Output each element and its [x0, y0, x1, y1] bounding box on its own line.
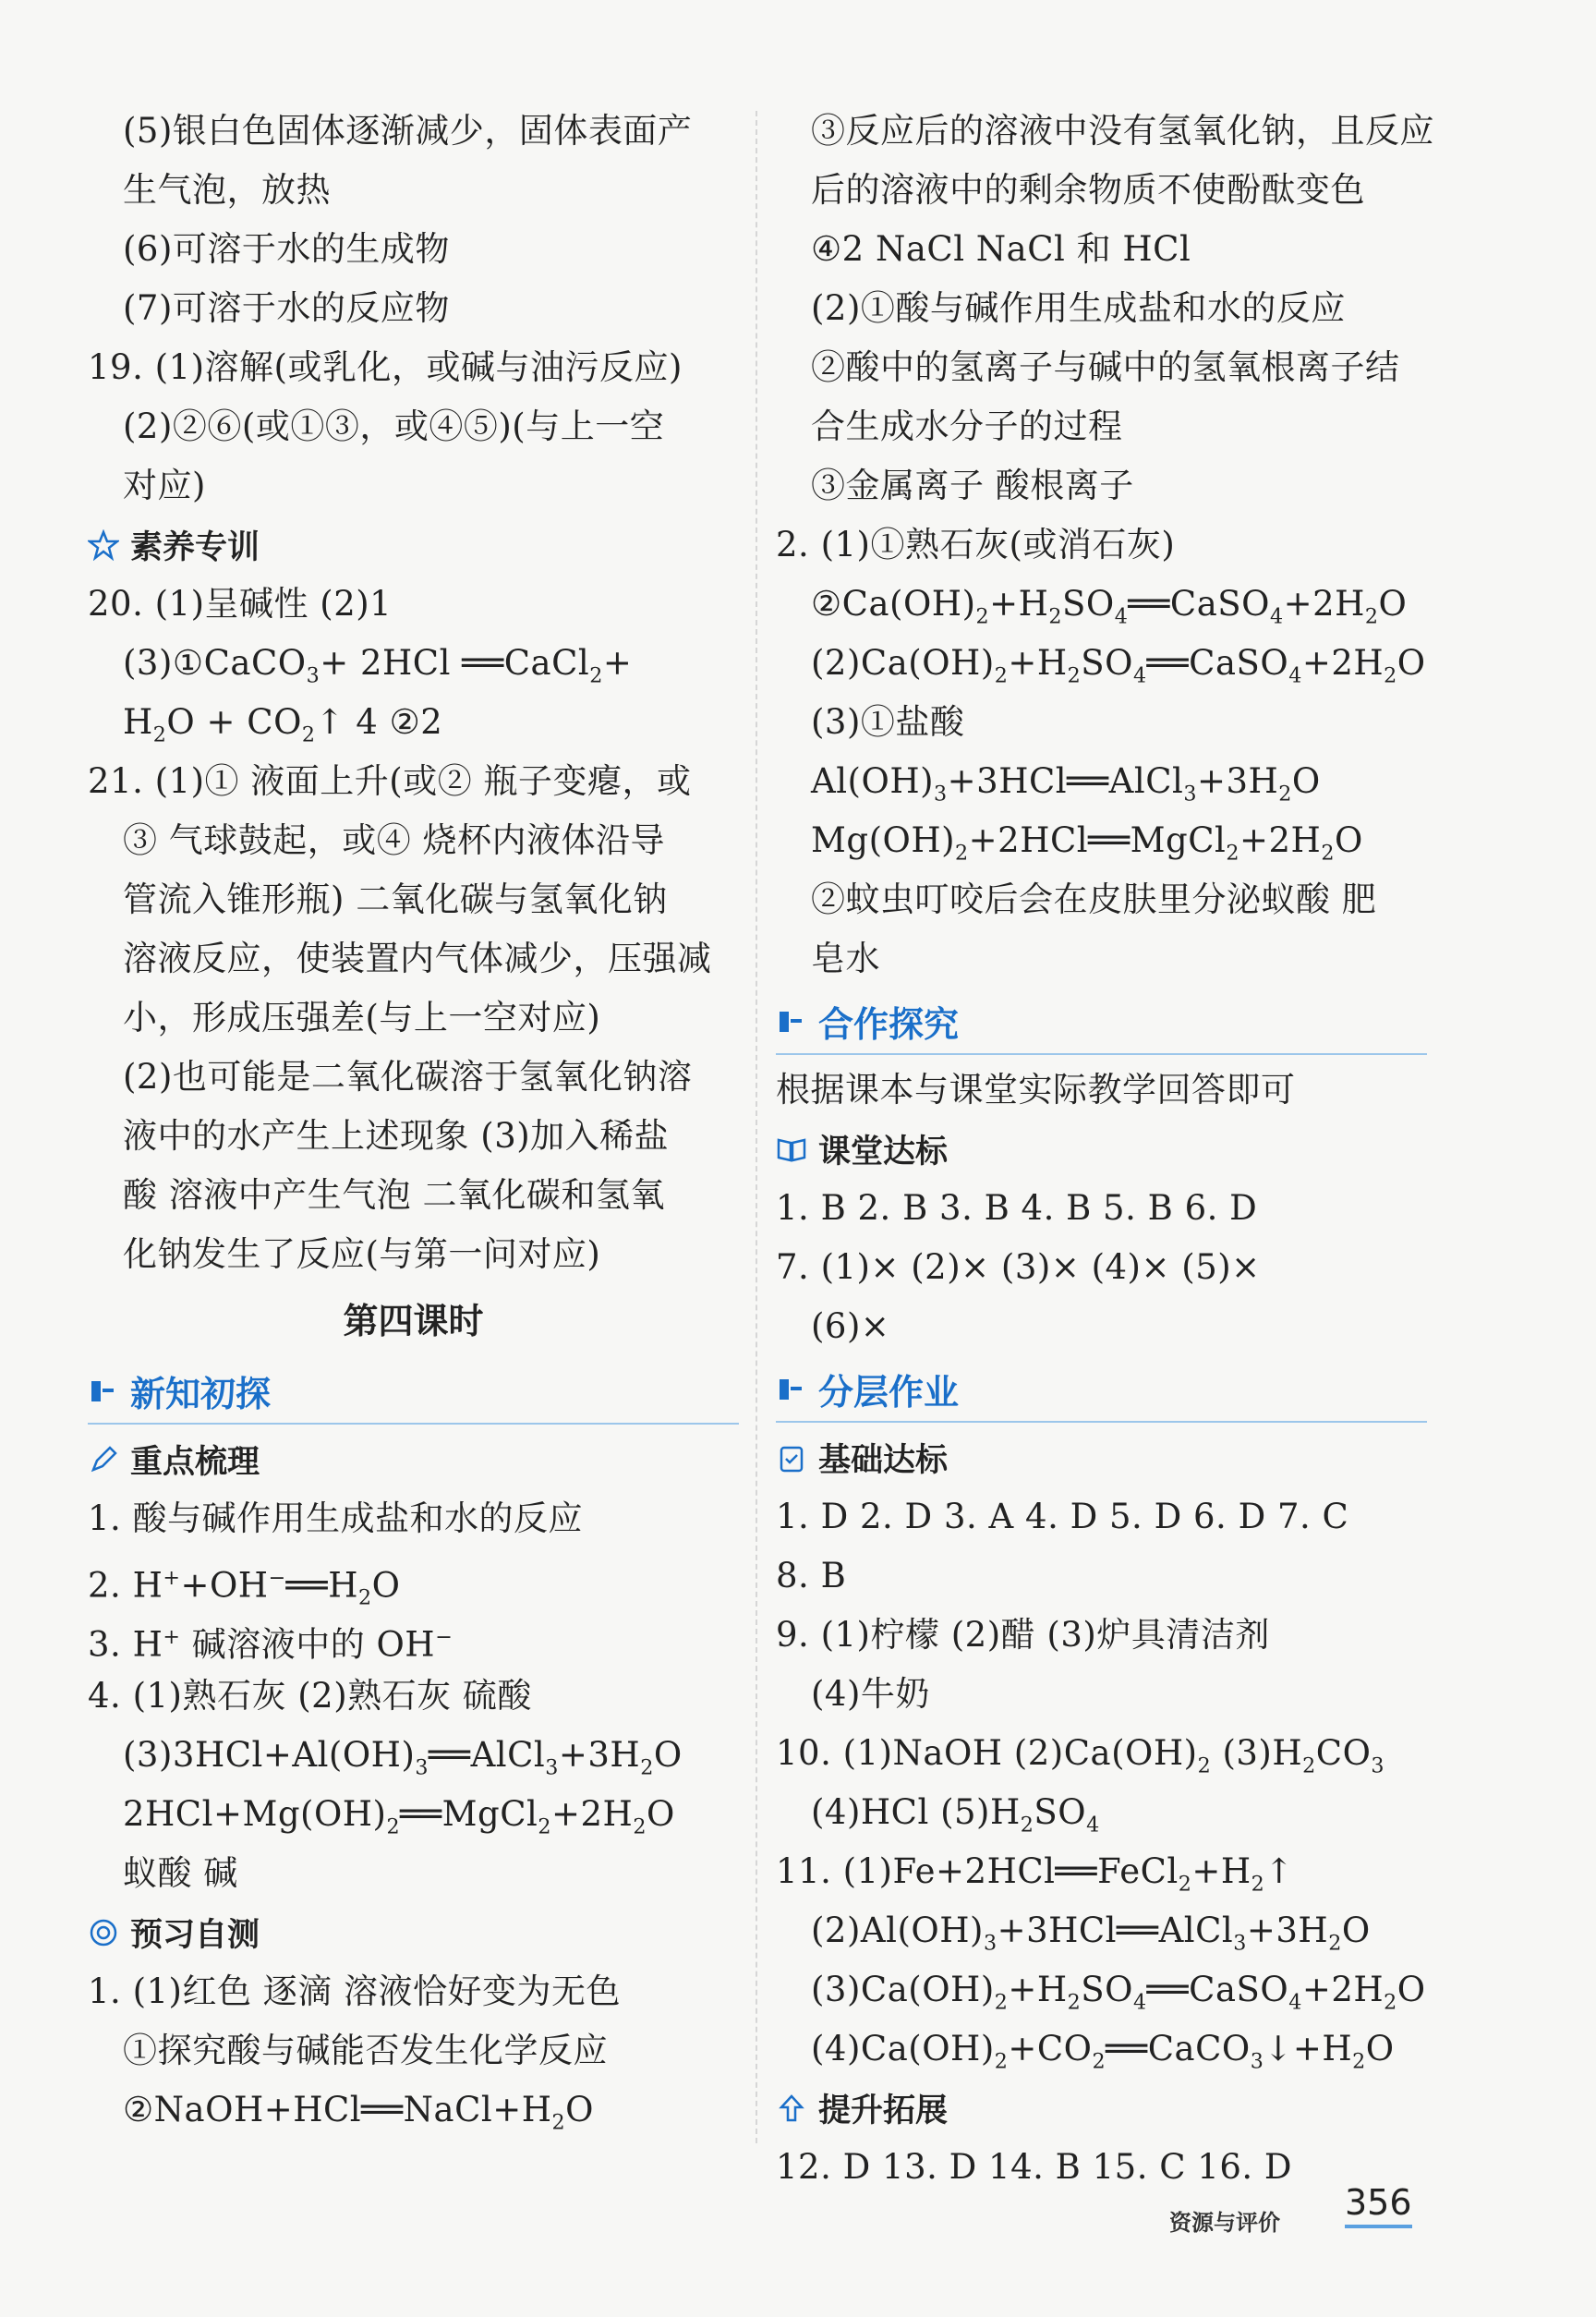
clipboard-icon [776, 1442, 807, 1474]
answer-line: 8. B [776, 1556, 847, 1595]
answer-line: 管流入锥形瓶) 二氧化碳与氢氧化钠 [123, 879, 668, 919]
answer-line: 19. (1)溶解(或乳化，或碱与油污反应) [88, 347, 683, 387]
answer-line: (4)牛奶 [811, 1674, 930, 1714]
answer-line: ③反应后的溶液中没有氢氧化钠，且反应 [811, 111, 1434, 151]
answer-line: (6)可溶于水的生成物 [123, 229, 450, 269]
right-column [776, 102, 1434, 2197]
answer-line: 9. (1)柠檬 (2)醋 (3)炉具清洁剂 [776, 1615, 1270, 1655]
section-heading-zhongdian [88, 1430, 739, 1489]
answer-line: 1. D 2. D 3. A 4. D 5. D 6. D 7. C [776, 1497, 1349, 1536]
section-heading-xinzhi [88, 1358, 739, 1425]
answer-line: $(2)Ca(OH)_2+H_2SO_4══CaSO_4+2H_2O$ [811, 643, 1426, 688]
answer-line: $Mg(OH)_2+2HCl══MgCl_2+2H_2O$ [811, 820, 1363, 866]
section-heading-jichu [776, 1428, 1427, 1487]
section-title: 素养专训 [130, 529, 260, 566]
answer-line: $2HCl+Mg(OH)_2══MgCl_2+2H_2O$ [123, 1794, 675, 1839]
answer-line: 液中的水产生上述现象 (3)加入稀盐 [123, 1116, 670, 1156]
section-title: 提升拓展 [818, 2093, 949, 2129]
answer-line: 1. B 2. B 3. B 4. B 5. B 6. D [776, 1188, 1258, 1228]
answer-line: 20. (1)呈碱性 (2)1 [88, 584, 393, 624]
answer-line: 合生成水分子的过程 [811, 406, 1123, 446]
answer-line: 小，形成压强差(与上一空对应) [123, 998, 601, 1037]
answer-line: $H_2O$ + $CO_2↑$ 4 ②2 [123, 702, 443, 747]
target-icon [88, 1917, 119, 1948]
answer-line: ③ 气球鼓起，或④ 烧杯内液体沿导 [123, 820, 666, 860]
answer-line: 3. H+ 碱溶液中的 OH− [88, 1624, 453, 1665]
answer-line: (5)银白色固体逐渐减少，固体表面产 [123, 111, 693, 151]
lesson-title: 第四课时 [343, 1301, 484, 1341]
answer-line: 对应) [123, 466, 206, 505]
section-heading-tisheng [776, 2079, 1427, 2138]
star-icon [88, 529, 119, 561]
answer-line: 21. (1)① 液面上升(或② 瓶子变瘪，或 [88, 761, 692, 801]
answer-line: (6)× [811, 1306, 890, 1346]
answer-line: ①探究酸与碱能否发生化学反应 [123, 2031, 608, 2070]
answer-line: 根据课本与课堂实际教学回答即可 [776, 1070, 1296, 1110]
pointer-icon [776, 1005, 807, 1037]
book-icon [776, 1134, 807, 1165]
answer-line: (4)HCl $(5)H_2SO_4$ [811, 1792, 1100, 1838]
answer-line: (2)②⑥(或①③，或④⑤)(与上一空 [123, 406, 665, 446]
answer-line: $(3)3HCl+Al(OH)_3══AlCl_3+3H_2O$ [123, 1735, 683, 1780]
pencil-icon [88, 1444, 119, 1475]
answer-line: $(3)Ca(OH)_2+H_2SO_4══CaSO_4+2H_2O$ [811, 1970, 1426, 2015]
section-heading-fenceng [776, 1356, 1427, 1423]
answer-line: 11. $(1)Fe+2HCl══FeCl_2+H_2↑$ [776, 1851, 1294, 1897]
answer-line: ②蚊虫叮咬后会在皮肤里分泌蚁酸 肥 [811, 879, 1377, 919]
answer-line: ③金属离子 酸根离子 [811, 466, 1134, 505]
answer-line: 酸 溶液中产生气泡 二氧化碳和氢氧 [123, 1175, 666, 1215]
answer-line: ④2 NaCl NaCl 和 HCl [811, 229, 1191, 269]
answer-line: 化钠发生了反应(与第一问对应) [123, 1234, 601, 1274]
answer-line: 2. (1)①熟石灰(或消石灰) [776, 525, 1176, 564]
arrow-up-icon [776, 2093, 807, 2124]
pointer-icon [88, 1375, 119, 1406]
answer-line: $②Ca(OH)_2+H_2SO_4══CaSO_4+2H_2O$ [811, 584, 1408, 629]
answer-line: 1. 酸与碱作用生成盐和水的反应 [88, 1498, 584, 1538]
answer-line: (3)①CaCO$_3$+ 2HCl ══CaCl$_2$+ [123, 643, 633, 688]
answer-line: 4. (1)熟石灰 (2)熟石灰 硫酸 [88, 1676, 532, 1716]
answer-line: 生气泡，放热 [123, 170, 331, 210]
section-heading-yuxi [88, 1903, 739, 1962]
answer-line: 2. $H^++OH^-══H_2O$ [88, 1565, 401, 1610]
answer-line: (3)①盐酸 [811, 702, 965, 742]
answer-line: 皂水 [811, 939, 880, 978]
section-title: 分层作业 [818, 1371, 960, 1413]
page-number: 356 [1345, 2182, 1412, 2228]
section-heading-hezuo [776, 989, 1427, 1055]
section-heading-suyang [88, 516, 739, 575]
answer-line: (7)可溶于水的反应物 [123, 288, 450, 328]
section-title: 重点梳理 [130, 1444, 260, 1481]
answer-line: 12. D 13. D 14. B 15. C 16. D [776, 2147, 1293, 2187]
section-heading-ketang [776, 1120, 1427, 1179]
answer-line: (2)也可能是二氧化碳溶于氢氧化钠溶 [123, 1057, 693, 1097]
pointer-icon [776, 1373, 807, 1404]
answer-line: 溶液反应，使装置内气体减少，压强减 [123, 939, 712, 978]
answer-line: 蚁酸 碱 [123, 1853, 238, 1893]
section-title: 预习自测 [130, 1917, 260, 1954]
left-column [88, 102, 739, 2140]
answer-line: ②酸中的氢离子与碱中的氢氧根离子结 [811, 347, 1400, 387]
answer-line: $(2)Al(OH)_3+3HCl══AlCl_3+3H_2O$ [811, 1911, 1371, 1956]
answer-line: 7. (1)× (2)× (3)× (4)× (5)× [776, 1247, 1261, 1287]
section-title: 合作探究 [818, 1003, 960, 1045]
answer-line: $(4)Ca(OH)_2+CO_2══CaCO_3↓+H_2O$ [811, 2029, 1395, 2074]
answer-line: $②NaOH+HCl══NaCl+H_2O$ [123, 2090, 594, 2135]
column-divider [756, 111, 757, 2143]
section-title: 基础达标 [818, 1442, 949, 1479]
section-title: 课堂达标 [818, 1134, 949, 1171]
answer-line: 后的溶液中的剩余物质不使酚酞变色 [811, 170, 1365, 210]
answer-line: (2)①酸与碱作用生成盐和水的反应 [811, 288, 1346, 328]
answer-line: $Al(OH)_3+3HCl══AlCl_3+3H_2O$ [811, 761, 1321, 807]
answer-line: 10. (1)NaOH $(2)Ca(OH)_2$ $(3)H_2CO_3$ [776, 1733, 1385, 1778]
footer-label: 资源与评价 [1169, 2210, 1280, 2236]
section-title: 新知初探 [130, 1373, 272, 1414]
answer-line: 1. (1)红色 逐滴 溶液恰好变为无色 [88, 1971, 621, 2011]
